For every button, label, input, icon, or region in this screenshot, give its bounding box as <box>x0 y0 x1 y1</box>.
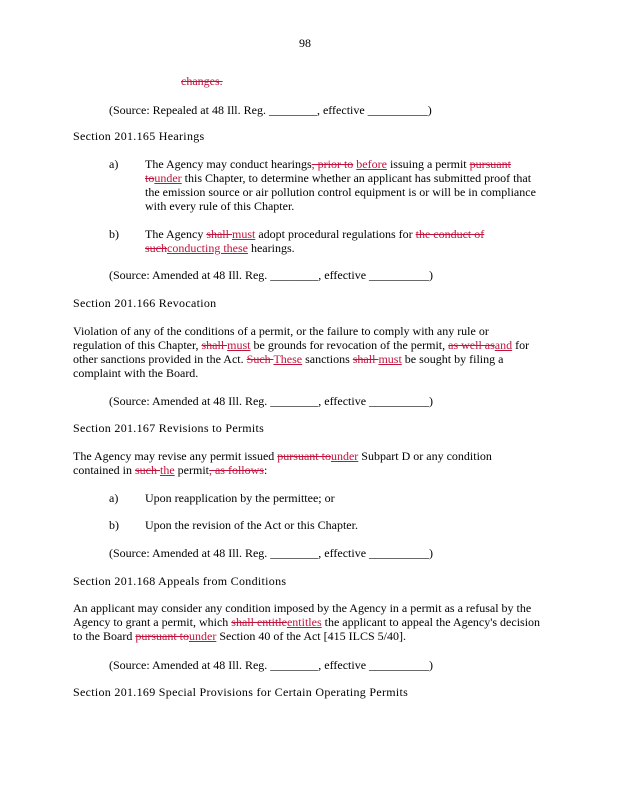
paragraph-line: regulation of this Chapter, shall must be grounds for revocation of the permit, as well asand for <box>73 338 530 352</box>
paragraph-line: tounder this Chapter, to determine whether an applicant has submitted proof that <box>145 171 532 185</box>
paragraph-line: other sanctions provided in the Act. Such These sanctions shall must be sought by filing a <box>73 352 504 366</box>
source-note: (Source: Amended at 48 Ill. Reg. ________, effective __________) <box>109 268 434 282</box>
source-note: (Source: Amended at 48 Ill. Reg. ________, effective __________) <box>109 658 434 672</box>
section-heading: Section 201.169 Special Provisions for Certain Operating Permits <box>73 685 409 699</box>
inserted-text: must <box>231 227 256 241</box>
deleted-text: as well as <box>448 338 495 352</box>
deleted-text: shall <box>352 352 379 366</box>
paragraph-line: An applicant may consider any condition imposed by the Agency in a permit as a refusal by the <box>73 601 532 615</box>
section-heading: Section 201.168 Appeals from Conditions <box>73 574 287 588</box>
list-marker: a) <box>109 491 119 505</box>
source-note: (Source: Amended at 48 Ill. Reg. ________, effective __________) <box>109 394 434 408</box>
deleted-text: pursuant to <box>135 629 189 643</box>
deleted-text: pursuant to <box>277 449 331 463</box>
deleted-text: shall entitle <box>231 615 287 629</box>
inserted-text: under <box>330 449 359 463</box>
paragraph-line: Violation of any of the conditions of a permit, or the failure to comply with any rule or <box>73 324 489 338</box>
list-marker: a) <box>109 157 119 171</box>
paragraph-line: with every rule of this Chapter. <box>145 199 295 213</box>
deleted-text: such <box>134 463 160 477</box>
deleted-text: , as follows <box>208 463 264 477</box>
inserted-text: entitles <box>286 615 322 629</box>
page-number: 98 <box>299 36 311 50</box>
deleted-text: changes. <box>181 74 223 88</box>
deleted-text: such <box>145 241 167 255</box>
prior-section-tail <box>181 74 223 88</box>
paragraph-line: The Agency may revise any permit issued pursuant tounder Subpart D or any condition <box>73 449 492 463</box>
paragraph-line: The Agency may conduct hearings, prior to before issuing a permit pursuant <box>145 157 511 171</box>
paragraph-line: Upon the revision of the Act or this Chapter. <box>145 518 358 532</box>
inserted-text: must <box>378 352 402 366</box>
source-note: (Source: Repealed at 48 Ill. Reg. ________, effective __________) <box>109 103 432 117</box>
inserted-text: before <box>356 157 387 171</box>
paragraph-line: Agency to grant a permit, which shall entitleentitles the applicant to appeal the Agency's decision <box>73 615 541 629</box>
inserted-text: under <box>189 629 217 643</box>
inserted-text: must <box>227 338 251 352</box>
inserted-text: These <box>273 352 303 366</box>
inserted-text: and <box>494 338 513 352</box>
deleted-text: to <box>145 171 155 185</box>
section-heading: Section 201.167 Revisions to Permits <box>73 421 265 435</box>
inserted-text: conducting these <box>167 241 248 255</box>
deleted-text: pursuant <box>469 157 511 171</box>
paragraph-line: the emission source or air pollution control equipment is or will be in compliance <box>145 185 536 199</box>
deleted-text: , prior to <box>311 157 354 171</box>
list-marker: b) <box>109 227 119 241</box>
section-heading: Section 201.165 Hearings <box>73 129 205 143</box>
paragraph-line: Upon reapplication by the permittee; or <box>145 491 335 505</box>
list-marker: b) <box>109 518 119 532</box>
deleted-text: Such <box>246 352 274 366</box>
deleted-text: the conduct of <box>415 227 485 241</box>
inserted-text: under <box>154 171 182 185</box>
paragraph-line: The Agency shall must adopt procedural regulations for the conduct of <box>145 227 485 241</box>
paragraph-line: to the Board pursuant tounder Section 40 of the Act [415 ILCS 5/40]. <box>73 629 406 643</box>
paragraph-line: complaint with the Board. <box>73 366 199 380</box>
deleted-text: shall <box>201 338 228 352</box>
paragraph-line: contained in such the permit, as follows: <box>73 463 268 477</box>
inserted-text: the <box>159 463 175 477</box>
source-note: (Source: Amended at 48 Ill. Reg. ________, effective __________) <box>109 546 434 560</box>
section-heading: Section 201.166 Revocation <box>73 296 217 310</box>
paragraph-line: suchconducting these hearings. <box>145 241 295 255</box>
deleted-text: shall <box>206 227 232 241</box>
